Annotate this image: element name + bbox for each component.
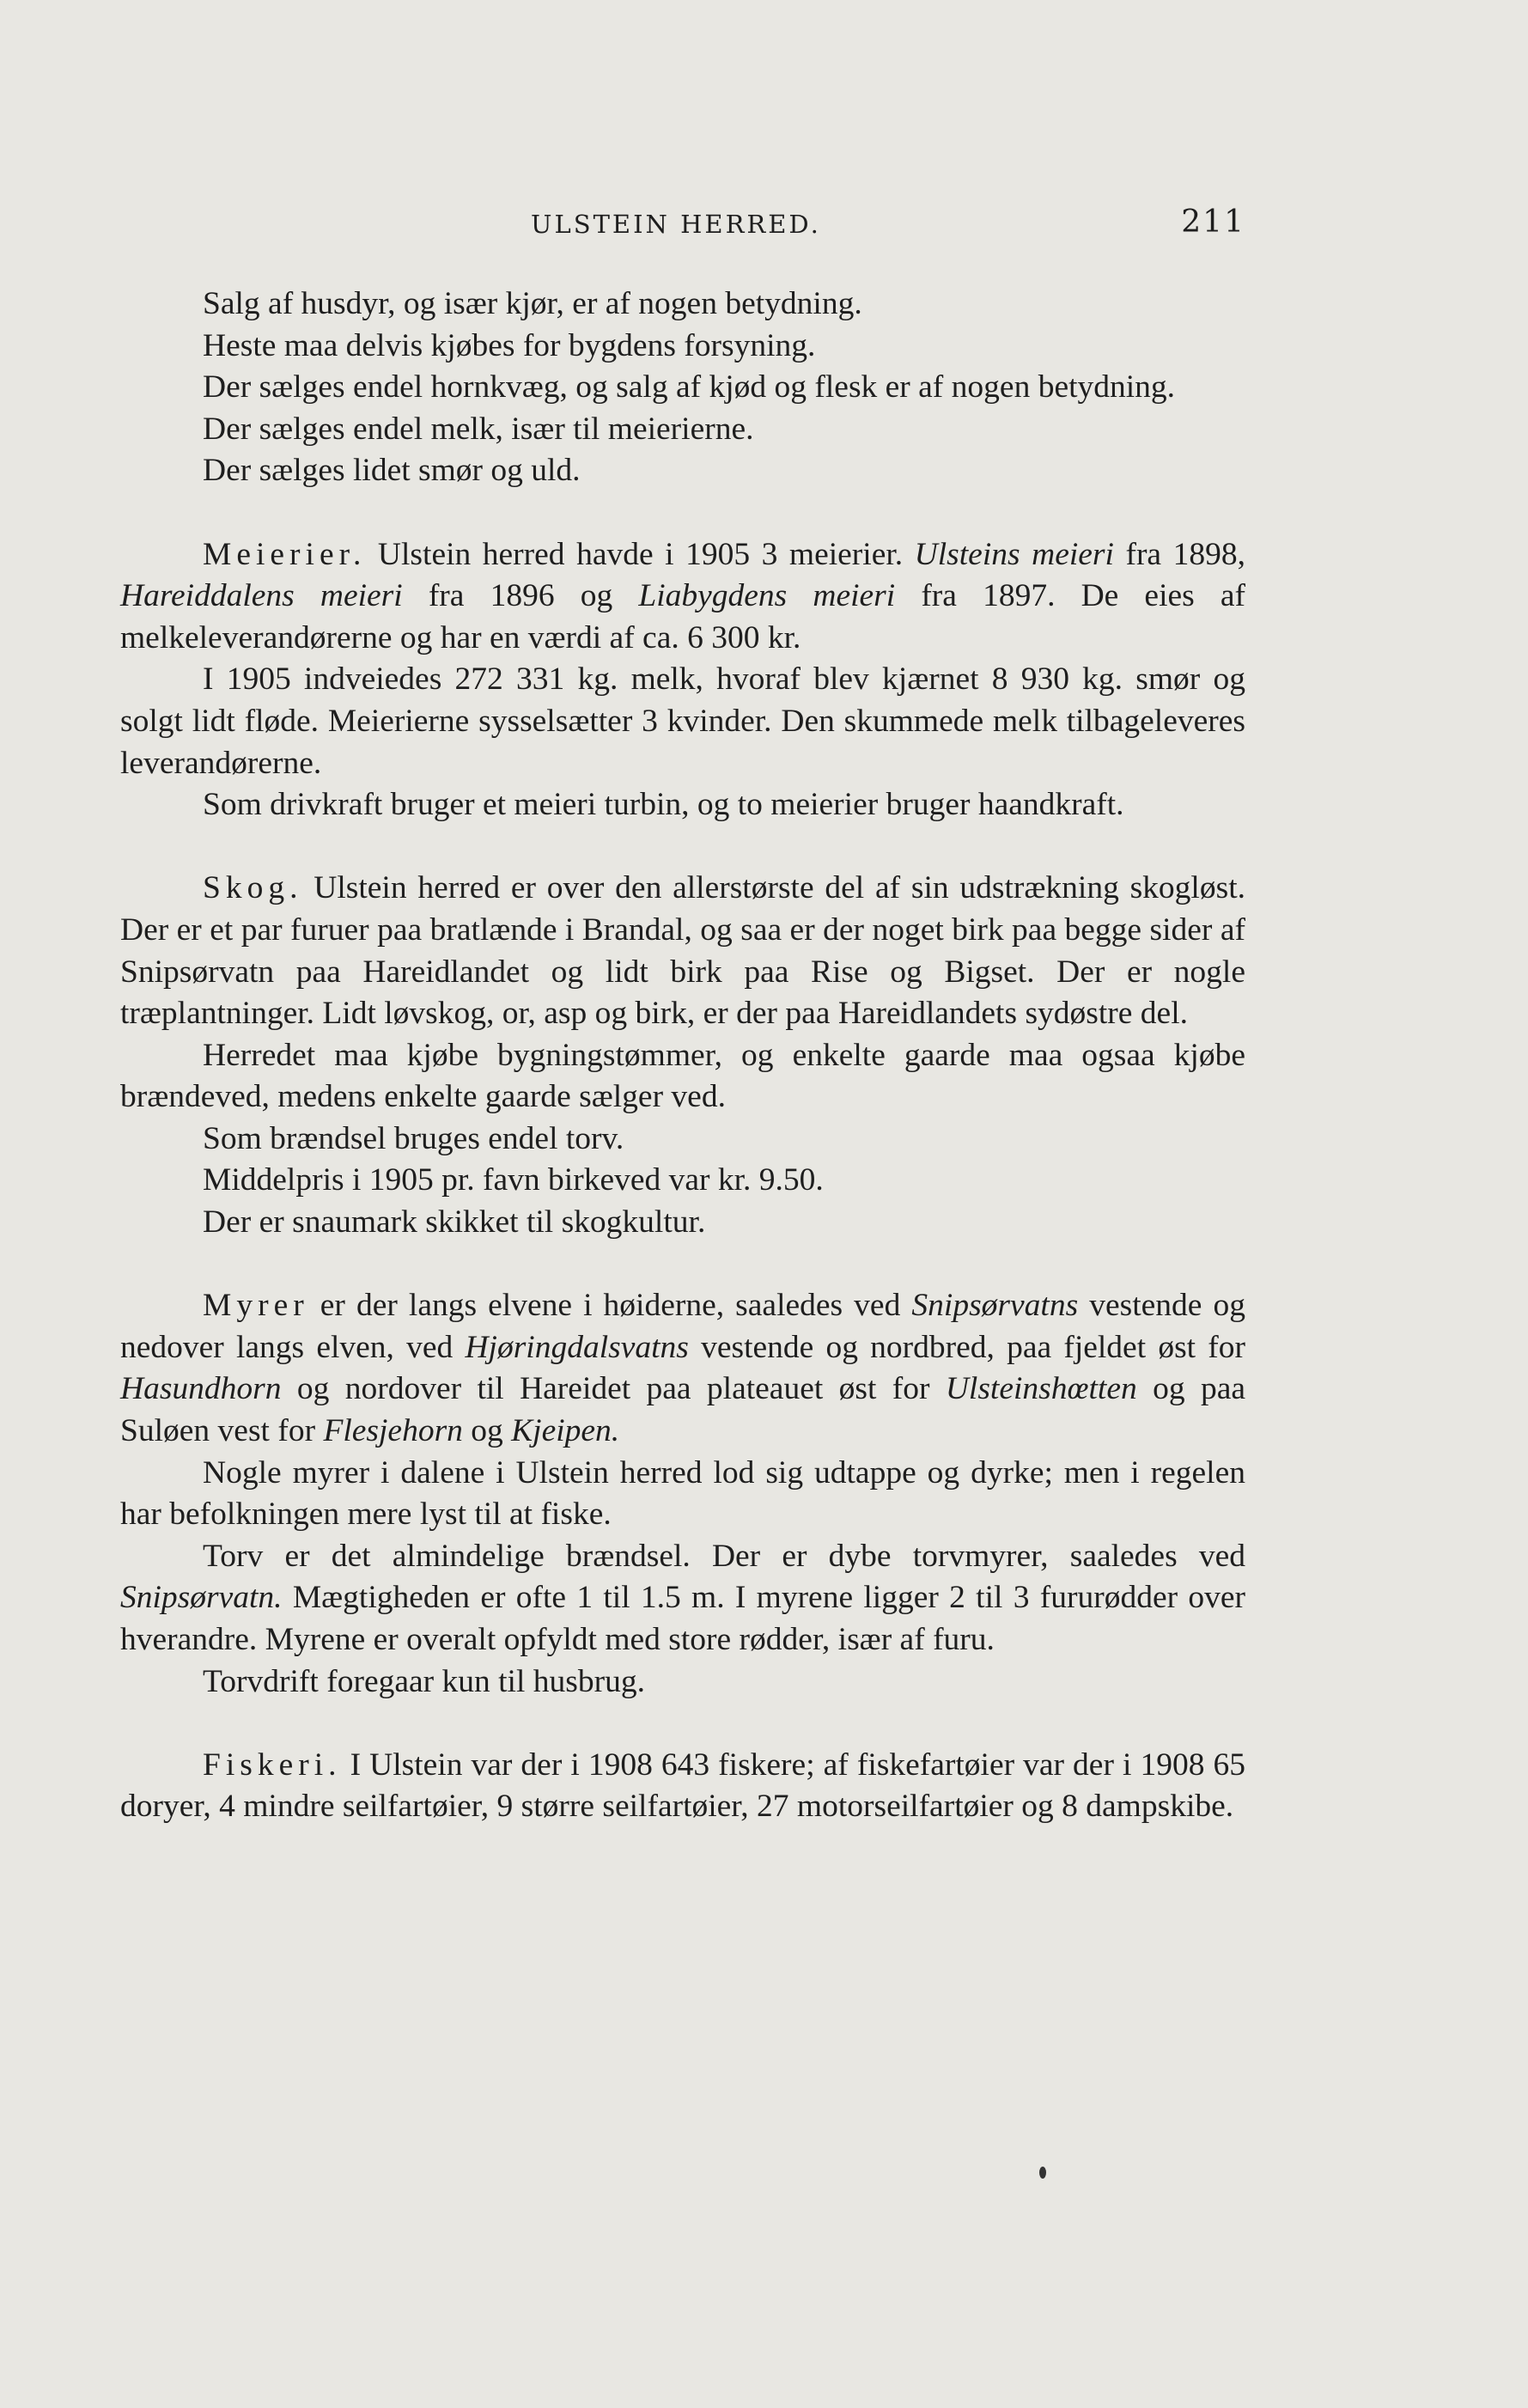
section-keyword: Myrer	[203, 1288, 309, 1324]
paragraph	[120, 450, 1245, 492]
place-name: Hasundhorn	[120, 1371, 282, 1407]
paragraph	[120, 1119, 1245, 1161]
text-run: er der langs elvene i høiderne, saaledes ved	[308, 1288, 912, 1324]
place-name: Hjøringdalsvatns	[465, 1329, 689, 1365]
place-name: Kjeipen.	[511, 1413, 620, 1449]
paragraph	[120, 1035, 1245, 1119]
text-run: Torvdrift foregaar kun til husbrug.	[203, 1663, 645, 1699]
place-name: Flesjehorn	[323, 1413, 463, 1449]
text-run: og nordover til Hareidet paa plateauet øst for	[281, 1371, 946, 1407]
text-run: Der sælges endel melk, især til meierierne.	[203, 411, 754, 447]
page-header	[120, 204, 1245, 242]
paragraph	[120, 1285, 1245, 1452]
text-run: Salg af husdyr, og især kjør, er af nogen betydning.	[203, 286, 862, 321]
text-run: Ulstein herred havde i 1905 3 meierier.	[366, 536, 915, 572]
paragraph	[120, 409, 1245, 451]
paragraph	[120, 1453, 1245, 1536]
paragraph	[120, 868, 1245, 1034]
text-run: Som brændsel bruges endel torv.	[203, 1120, 624, 1156]
text-run: Ulstein herred er over den allerstørste del af sin udstrækning skogløst. Der er et par furuer paa bratlænde i Brandal, og saa er der noget birk paa begge sider af Snipsørvatn paa Hareidlandet og lidt birk paa Rise og Bigset. Der er nogle træplantninger. Lidt løvskog, or, asp og birk, er der paa Hareidlandets sydøstre del.	[120, 870, 1245, 1032]
body-text	[120, 283, 1245, 1828]
paragraph	[120, 283, 1245, 326]
ink-speck	[1039, 2167, 1046, 2179]
paragraph	[120, 1536, 1245, 1661]
running-head: ULSTEIN HERRED.	[531, 210, 821, 239]
paragraph	[120, 1745, 1245, 1828]
place-name: Snipsørvatn.	[120, 1580, 283, 1616]
paragraph	[120, 1160, 1245, 1202]
paragraph	[120, 1202, 1245, 1244]
text-run: fra 1898,	[1113, 536, 1245, 572]
text-run: Som drivkraft bruger et meieri turbin, og to meierier bruger haandkraft.	[203, 787, 1124, 823]
text-run: Nogle myrer i dalene i Ulstein herred lod sig udtappe og dyrke; men i regelen har befolkningen mere lyst til at fiske.	[120, 1454, 1245, 1533]
text-run: Mægtigheden er ofte 1 til 1.5 m. I myrene ligger 2 til 3 fururødder over hverandre. Myrene er overalt opfyldt med store rødder, især af furu.	[120, 1580, 1245, 1657]
text-run: Der sælges endel hornkvæg, og salg af kjød og flesk er af nogen betydning.	[203, 369, 1176, 405]
text-run: vestende og nedover langs elven, ved	[120, 1288, 1245, 1365]
paragraph	[120, 659, 1245, 784]
place-name: Liabygdens meieri	[638, 578, 896, 614]
page-number: 211	[1181, 204, 1245, 240]
section-keyword: Fiskeri.	[203, 1747, 342, 1783]
text-run: vestende og nordbred, paa fjeldet øst for	[688, 1329, 1246, 1365]
paragraph-gap	[120, 826, 1245, 869]
paragraph	[120, 1661, 1245, 1704]
place-name: Ulsteinshœtten	[945, 1371, 1137, 1407]
text-run: fra 1897. De eies af melkeleverandørerne og har en værdi af ca. 6 300 kr.	[120, 578, 1245, 655]
text-run: Der er snaumark skikket til skogkultur.	[203, 1204, 706, 1241]
paragraph-gap	[120, 1244, 1245, 1286]
paragraph	[120, 534, 1245, 660]
text-run: og	[462, 1413, 512, 1449]
paragraph-gap	[120, 492, 1245, 534]
text-run: og paa Suløen vest for	[120, 1371, 1246, 1449]
place-name: Hareiddalens meieri	[120, 578, 403, 614]
place-name: Snipsørvatns	[911, 1288, 1079, 1324]
section-keyword: Meierier.	[203, 536, 367, 572]
text-run: Heste maa delvis kjøbes for bygdens forsyning.	[203, 327, 816, 363]
text-run: Herredet maa kjøbe bygningstømmer, og enkelte gaarde maa ogsaa kjøbe brændeved, medens enkelte gaarde sælger ved.	[120, 1037, 1245, 1115]
paragraph	[120, 326, 1245, 368]
text-run: I 1905 indveiedes 272 331 kg. melk, hvoraf blev kjærnet 8 930 kg. smør og solgt lidt fløde. Meierierne sysselsætter 3 kvinder. Den skummede melk tilbageleveres leverandørerne.	[120, 661, 1245, 781]
paragraph	[120, 784, 1245, 826]
text-run: Torv er det almindelige brændsel. Der er dybe torvmyrer, saaledes ved	[203, 1538, 1245, 1574]
paragraph-gap	[120, 1703, 1245, 1745]
place-name: Ulsteins meieri	[914, 536, 1114, 572]
section-keyword: Skog.	[203, 870, 303, 906]
text-run: Middelpris i 1905 pr. favn birkeved var kr. 9.50.	[203, 1162, 824, 1198]
paragraph	[120, 367, 1245, 409]
text-run: fra 1896 og	[402, 578, 639, 614]
text-run: Der sælges lidet smør og uld.	[203, 453, 581, 489]
text-run: I Ulstein var der i 1908 643 fiskere; af fiskefartøier var der i 1908 65 doryer, 4 mindre seilfartøier, 9 større seilfartøier, 27 motorseilfartøier og 8 dampskibe.	[120, 1747, 1245, 1825]
